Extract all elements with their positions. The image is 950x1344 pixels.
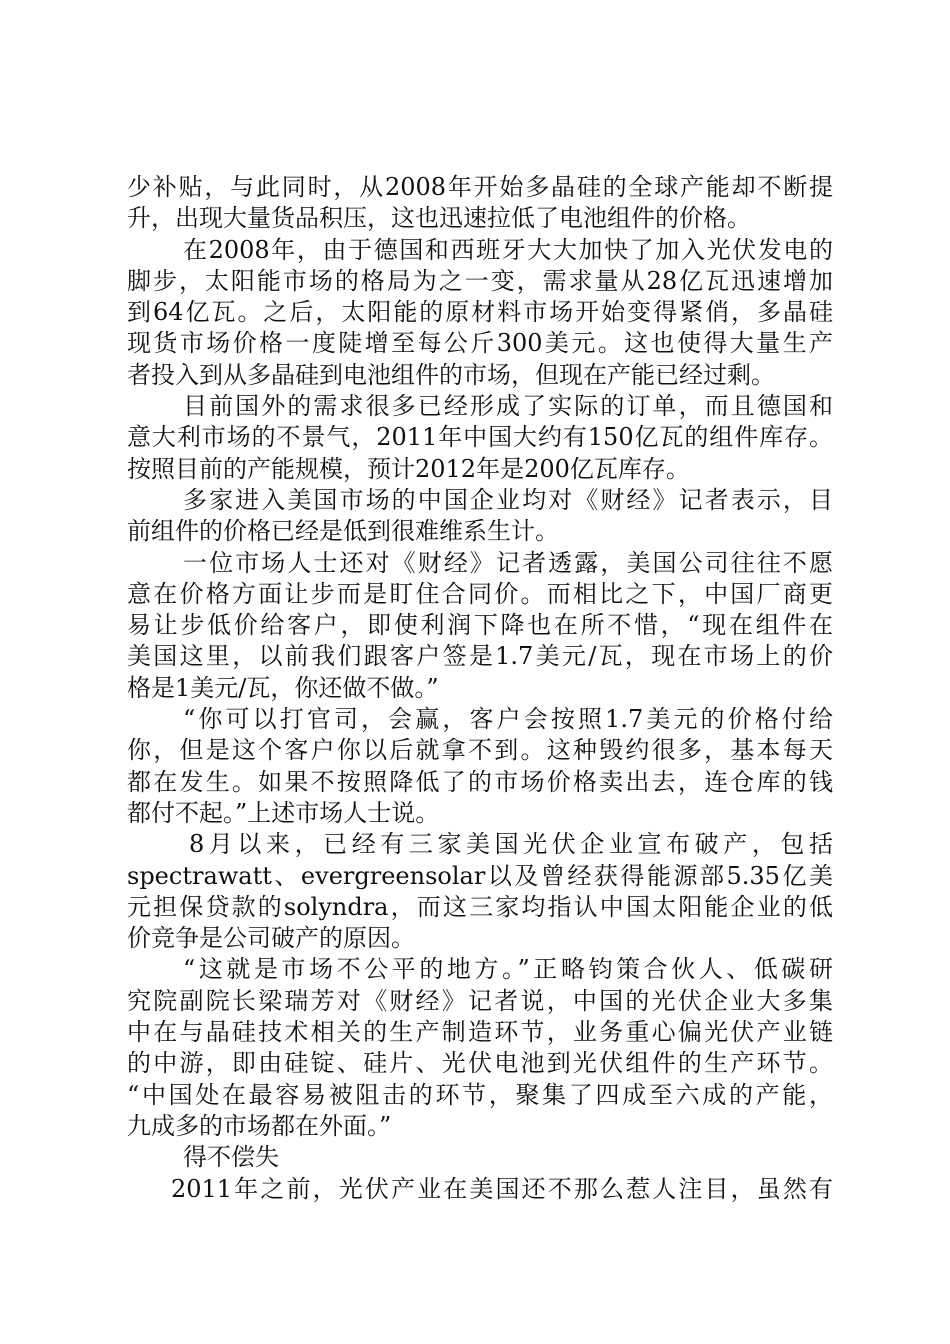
text-line: 前组件的价格已经是低到很难维系生计。 [127, 517, 559, 546]
text-line: 意大利市场的不景气，2011年中国大约有150亿瓦的组件库存。 [127, 423, 833, 452]
text-line: 脚步，太阳能市场的格局为之一变，需求量从28亿瓦迅速增加 [127, 266, 833, 295]
text-line: 按照目前的产能规模，预计2012年是200亿瓦库存。 [127, 454, 690, 483]
text-line: “这就是市场不公平的地方。”正略钧策合伙人、低碳研 [183, 955, 833, 984]
text-line: 到64亿瓦。之后，太阳能的原材料市场开始变得紧俏，多晶硅 [127, 298, 833, 327]
text-line: 升，出现大量货品积压，这也迅速拉低了电池组件的价格。 [127, 204, 751, 233]
document-body [127, 172, 833, 1205]
text-line: 2011年之前，光伏产业在美国还不那么惹人注目，虽然有 [171, 1174, 833, 1203]
text-line: 易让步低价给客户，即使利润下降也在所不惜，“现在组件在 [127, 611, 833, 640]
text-line: 究院副院长梁瑞芳对《财经》记者说，中国的光伏企业大多集 [127, 986, 833, 1015]
text-line: 少补贴，与此同时，从2008年开始多晶硅的全球产能却不断提 [127, 173, 833, 201]
text-line: 九成多的市场都在外面。” [127, 1111, 392, 1140]
text-line: 都在发生。如果不按照降低了的市场价格卖出去，连仓库的钱 [127, 767, 833, 796]
text-line: “你可以打官司，会赢，客户会按照1.7美元的价格付给 [183, 705, 833, 734]
text-line: 在2008年，由于德国和西班牙大大加快了加入光伏发电的 [183, 235, 833, 264]
text-line: 多家进入美国市场的中国企业均对《财经》记者表示，目 [183, 485, 833, 514]
text-line: “中国处在最容易被阻击的环节，聚集了四成至六成的产能， [127, 1080, 833, 1109]
text-line: 你，但是这个客户你以后就拿不到。这种毁约很多，基本每天 [127, 736, 833, 765]
text-line: 一位市场人士还对《财经》记者透露，美国公司往往不愿 [183, 548, 833, 577]
text-line: 目前国外的需求很多已经形成了实际的订单，而且德国和 [183, 392, 833, 421]
text-line: 格是1美元/瓦，你还做不做。” [127, 673, 439, 702]
text-line: 价竞争是公司破产的原因。 [127, 924, 415, 953]
text-line: spectrawatt、evergreensolar以及曾经获得能源部5.35亿美 [127, 861, 833, 890]
text-line: 现货市场价格一度陡增至每公斤300美元。这也使得大量生产 [127, 329, 833, 358]
text-line: 元担保贷款的solyndra，而这三家均指认中国太阳能企业的低 [127, 892, 833, 921]
text-line: 者投入到从多晶硅到电池组件的市场，但现在产能已经过剩。 [127, 360, 775, 389]
text-line: 意在价格方面让步而是盯住合同价。而相比之下，中国厂商更 [127, 579, 833, 608]
text-line: 中在与晶硅技术相关的生产制造环节，业务重心偏光伏产业链 [127, 1018, 833, 1047]
section-heading: 得不偿失 [183, 1143, 279, 1172]
text-line: 都付不起。”上述市场人士说。 [127, 798, 440, 827]
text-line: 8月以来，已经有三家美国光伏企业宣布破产，包括 [189, 830, 833, 859]
text-line: 美国这里，以前我们跟客户签是1.7美元/瓦，现在市场上的价 [127, 642, 833, 671]
text-line: 的中游，即由硅锭、硅片、光伏电池到光伏组件的生产环节。 [127, 1049, 833, 1078]
